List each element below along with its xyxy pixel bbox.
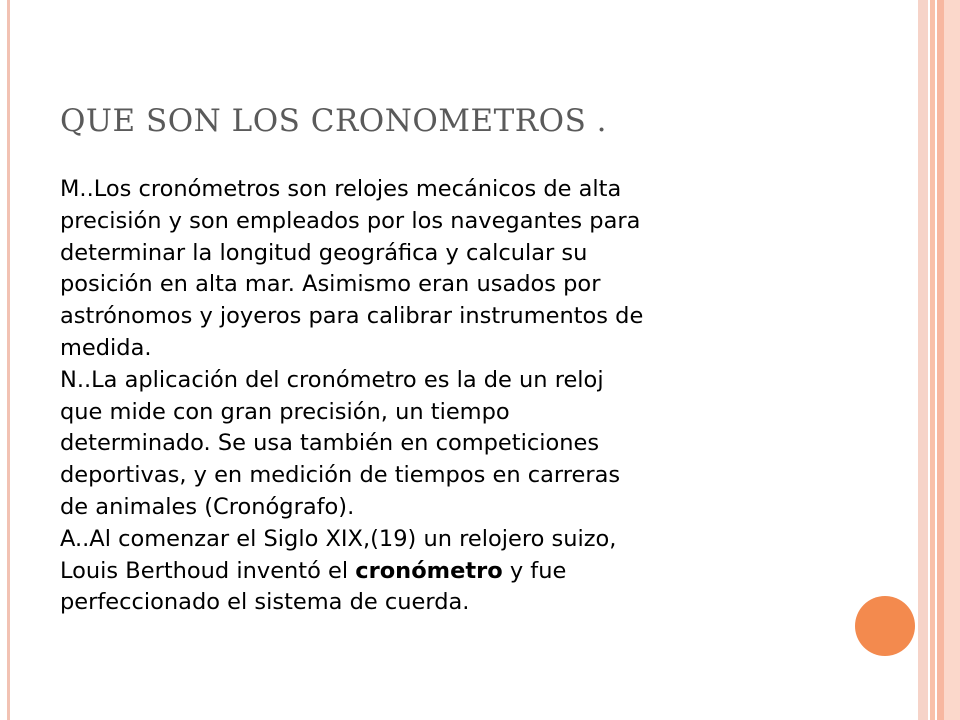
body-line	[60, 556, 850, 588]
body-text-segment: y fue	[502, 557, 567, 584]
slide-title: QUE SON LOS CRONOMETROS .	[60, 103, 608, 139]
body-text-segment: Louis Berthoud inventó el	[60, 557, 356, 584]
body-line: astrónomos y joyeros para calibrar instrumentos de	[60, 303, 644, 330]
body-line: M..Los cronómetros son relojes mecánicos de alta	[60, 176, 622, 202]
body-line: N..La aplicación del cronómetro es la de un reloj	[60, 366, 604, 393]
body-line: precisión y son empleados por los navegantes para	[60, 207, 641, 234]
body-line: deportivas, y en medición de tiempos en carreras	[60, 462, 621, 489]
decorative-circle	[855, 596, 915, 656]
decorative-bar	[937, 0, 944, 720]
decorative-bar	[944, 0, 960, 720]
body-line: perfeccionado el sistema de cuerda.	[60, 589, 470, 616]
body-line: que mide con gran precisión, un tiempo	[60, 398, 510, 425]
left-frame-line	[7, 0, 10, 720]
body-line: posición en alta mar. Asimismo eran usados por	[60, 271, 601, 298]
body-line: determinar la longitud geográfica y calcular su	[60, 239, 588, 266]
body-line: A..Al comenzar el Siglo XIX,(19) un relojero suizo,	[60, 525, 617, 552]
decorative-bar	[918, 0, 928, 720]
slide-body	[60, 174, 850, 619]
body-line: medida.	[60, 334, 152, 361]
bold-term: cronómetro	[355, 557, 503, 584]
body-line: determinado. Se usa también en competiciones	[60, 430, 600, 457]
body-line: de animales (Cronógrafo).	[60, 493, 355, 520]
